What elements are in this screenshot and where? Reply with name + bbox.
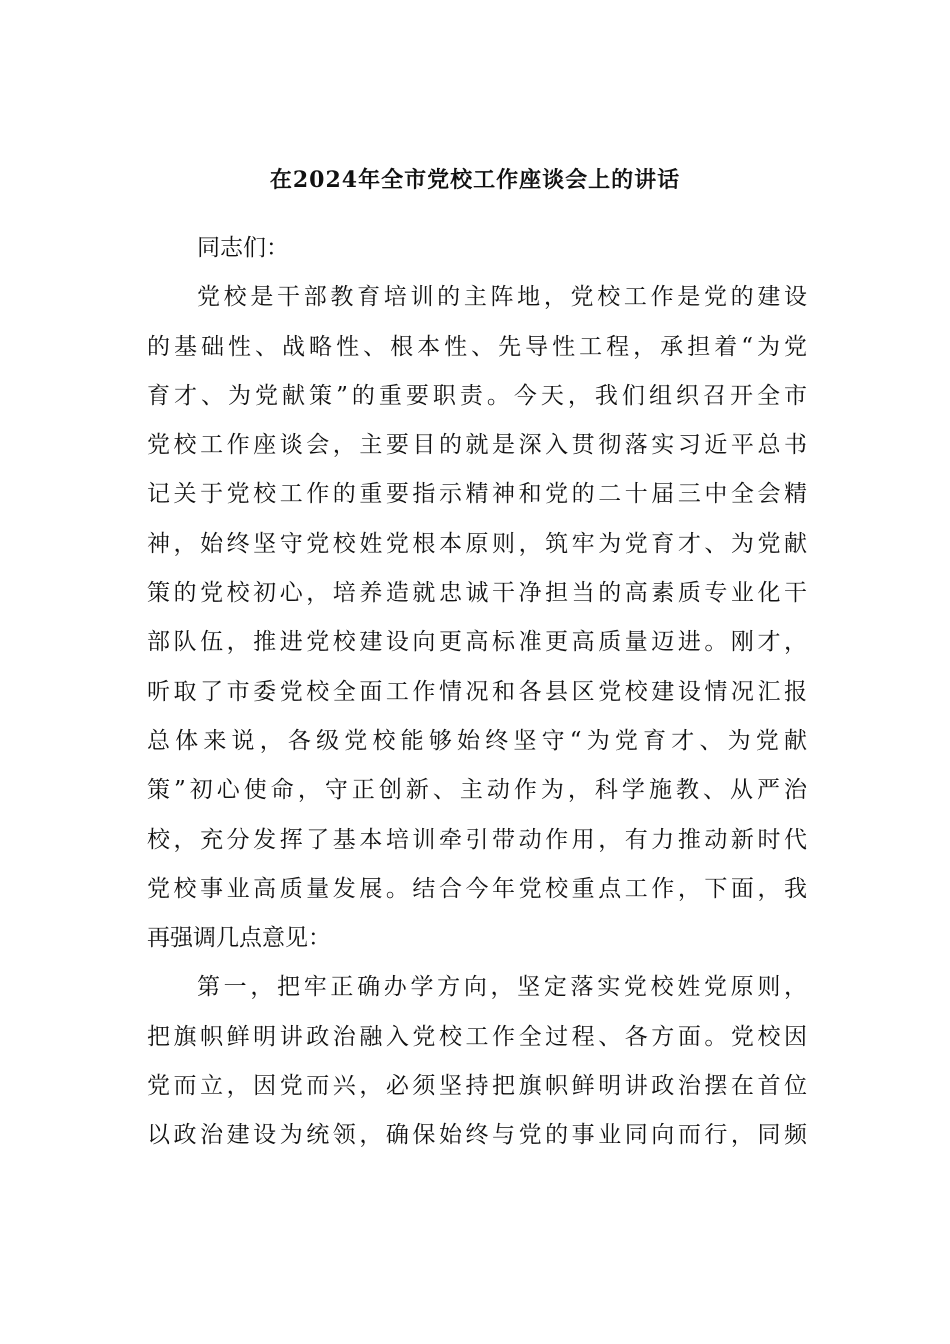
text-line: 第一，把牢正确办学方向，坚定落实党校姓党原则， — [197, 974, 807, 1001]
text-line: 再强调几点意见： — [147, 925, 331, 952]
text-line: 部队伍，推进党校建设向更高标准更高质量迈进。刚才， — [147, 629, 807, 656]
text-line: 校，充分发挥了基本培训牵引带动作用，有力推动新时代 — [147, 826, 807, 853]
text-line: 总体来说，各级党校能够始终坚守“为党育才、为党献 — [147, 727, 807, 754]
text-line: 记关于党校工作的重要指示精神和党的二十届三中全会精 — [147, 481, 807, 508]
text-line: 育才、为党献策”的重要职责。今天，我们组织召开全市 — [147, 382, 807, 409]
paragraph-2 — [147, 963, 807, 1160]
paragraph-1 — [147, 273, 807, 963]
text-line: 把旗帜鲜明讲政治融入党校工作全过程、各方面。党校因 — [147, 1023, 807, 1050]
text-line: 神，始终坚守党校姓党根本原则，筑牢为党育才、为党献 — [147, 530, 807, 557]
text-line: 策的党校初心，培养造就忠诚干净担当的高素质专业化干 — [147, 580, 807, 607]
text-line: 以政治建设为统领，确保始终与党的事业同向而行，同频 — [147, 1122, 807, 1149]
text-line: 策”初心使命，守正创新、主动作为，科学施教、从严治 — [147, 777, 807, 804]
text-line: 党而立，因党而兴，必须坚持把旗帜鲜明讲政治摆在首位 — [147, 1073, 807, 1100]
salutation: 同志们： — [197, 235, 289, 261]
text-line: 党校事业高质量发展。结合今年党校重点工作，下面，我 — [147, 875, 807, 902]
text-line: 党校是干部教育培训的主阵地，党校工作是党的建设 — [197, 284, 807, 311]
text-line: 党校工作座谈会，主要目的就是深入贯彻落实习近平总书 — [147, 432, 807, 459]
text-line: 的基础性、战略性、根本性、先导性工程，承担着“为党 — [147, 333, 807, 360]
document-body — [147, 224, 807, 1161]
document-title: 在2024年全市党校工作座谈会上的讲话 — [269, 167, 681, 193]
text-line: 听取了市委党校全面工作情况和各县区党校建设情况汇报 — [147, 678, 807, 705]
